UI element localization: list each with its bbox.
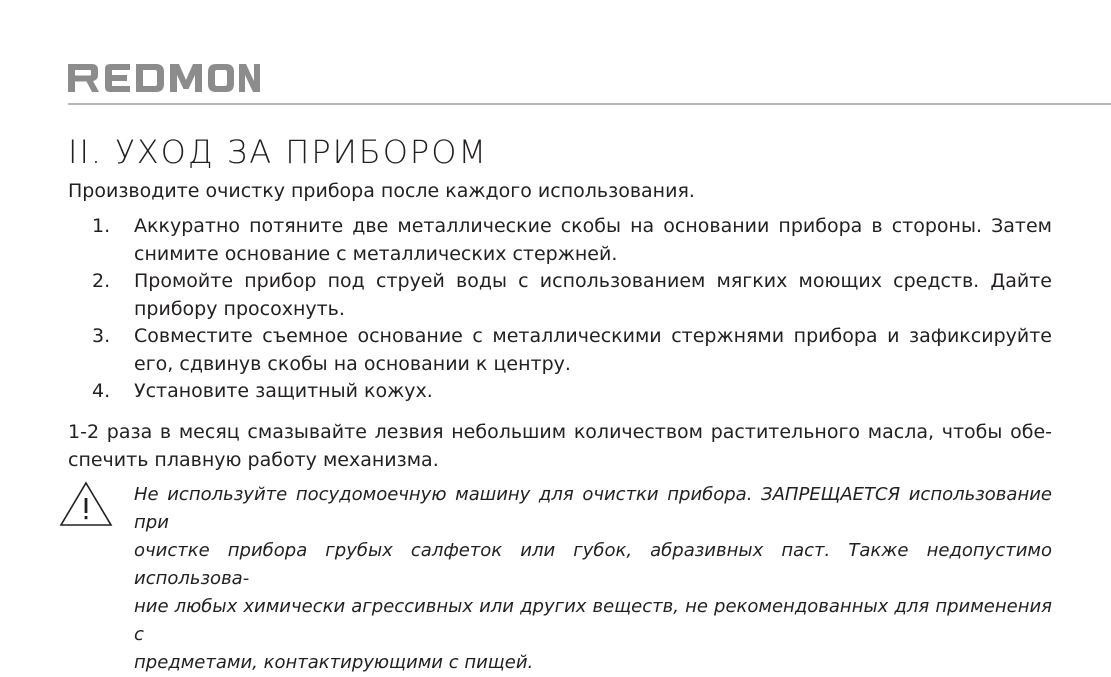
step-number: 4. (92, 380, 111, 402)
step-number: 3. (92, 325, 111, 347)
list-item (68, 213, 1052, 268)
step-number: 1. (92, 215, 111, 237)
section-title: II. УХОД ЗА ПРИБОРОМ (68, 133, 489, 171)
step-number: 2. (92, 270, 111, 292)
redmond-logo (68, 64, 260, 92)
intro-paragraph: Производите очистку прибора после каждого использования. (68, 180, 695, 202)
step-text-line: его, сдвинув скобы на основании к центру. (134, 352, 571, 375)
maintenance-text-line: 1-2 раза в месяц смазывайте лезвия небольшим количеством растительного масла, чтобы обе- (68, 421, 1052, 443)
warning-triangle-icon (59, 481, 113, 527)
warning-text-line: ние любых химически агрессивных или других веществ, не рекомендованных для применения с (134, 596, 1052, 645)
cleaning-steps-list (68, 213, 1052, 406)
step-text-line: Промойте прибор под струей воды с использованием мягких моющих средств. Дайте (134, 270, 1052, 292)
step-text-line: Установите защитный кожух. (134, 380, 433, 402)
warning-text-line: Не используйте посудомоечную машину для очистки прибора. ЗАПРЕЩАЕТСЯ использование при (134, 484, 1052, 533)
step-text-line: снимите основание с металлических стержней. (134, 242, 618, 265)
step-text-line: Аккуратно потяните две металлические скобы на основании прибора в стороны. Затем (134, 215, 1052, 237)
list-item (68, 378, 1052, 406)
maintenance-paragraph (68, 418, 1052, 474)
warning-text-line: очистке прибора грубых салфеток или губок, абразивных паст. Также недопустимо использова- (134, 540, 1052, 589)
header-divider (68, 103, 1111, 105)
warning-text-line: предметами, контактирующими с пищей. (134, 652, 534, 673)
step-text-line: Совместите съемное основание с металлическими стержнями прибора и зафиксируйте (134, 325, 1052, 347)
step-text-line: прибору просохнуть. (134, 297, 345, 320)
warning-paragraph (134, 481, 1052, 677)
list-item (68, 268, 1052, 323)
maintenance-text-line: спечить плавную работу механизма. (68, 449, 439, 471)
list-item (68, 323, 1052, 378)
